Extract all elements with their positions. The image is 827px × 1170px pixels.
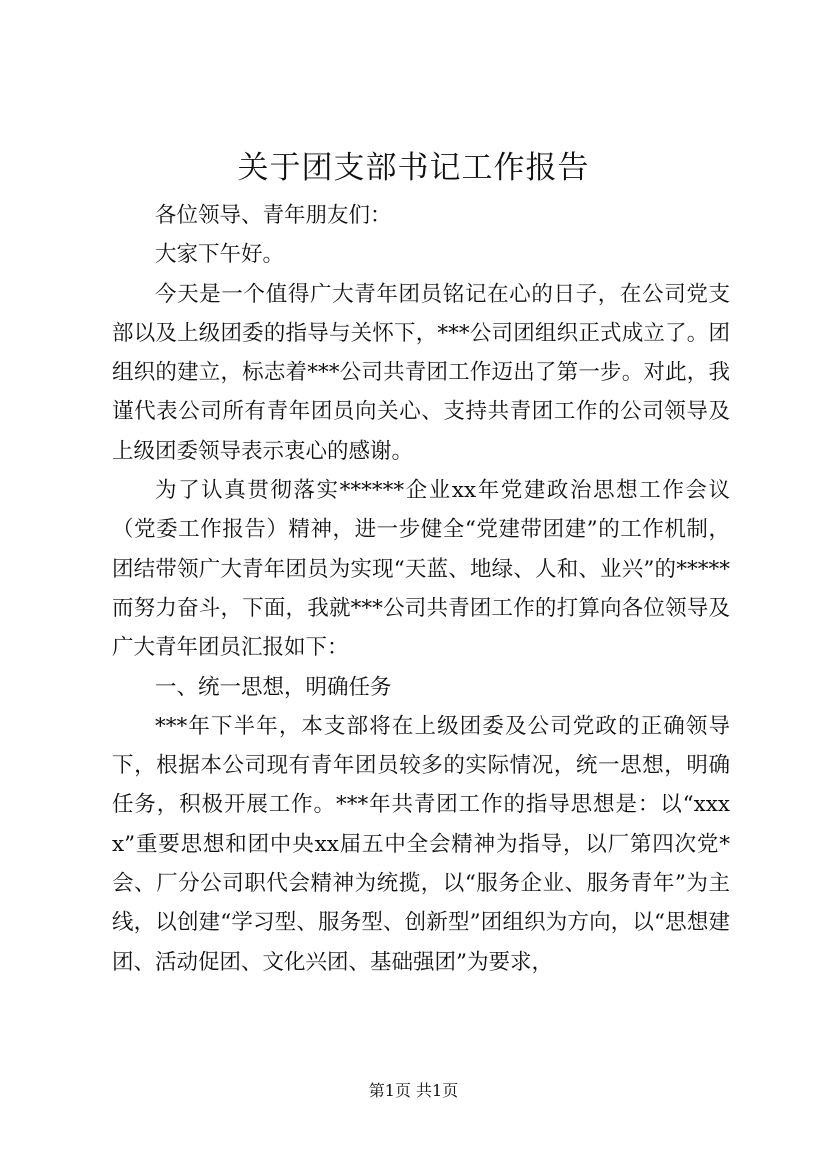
section-heading: 一、统一思想，明确任务 (155, 674, 392, 700)
page-footer: 第1页 共1页 (368, 1081, 459, 1100)
document-title: 关于团支部书记工作报告 (237, 150, 590, 186)
intro-paragraph: 今天是一个值得广大青年团员铭记在心的日子，在公司党支部以及上级团委的指导与关怀下，***公司团组织正式成立了。团组织的建立，标志着***公司共青团工作迈出了第一步。对此，我谨代表公司所有青年团员向关心、支持共青团工作的公司领导及上级团委领导表示衷心的感谢。 (112, 281, 730, 464)
document-body (112, 196, 730, 982)
greeting-paragraph: 大家下午好。 (155, 242, 285, 268)
purpose-paragraph: 为了认真贯彻落实******企业xx年党建政治思想工作会议（党委工作报告）精神，进一步健全“党建带团建”的工作机制，团结带领广大青年团员为实现“天蓝、地绿、人和、业兴”的*****而努力奋斗，下面，我就***公司共青团工作的打算向各位领导及广大青年团员汇报如下： (112, 478, 730, 661)
section-paragraph: ***年下半年，本支部将在上级团委及公司党政的正确领导下，根据本公司现有青年团员较多的实际情况，统一思想，明确任务，积极开展工作。***年共青团工作的指导思想是：以“xxxx”重要思想和团中央xx届五中全会精神为指导，以厂第四次党*会、厂分公司职代会精神为统揽，以“服务企业、服务青年”为主线，以创建“学习型、服务型、创新型”团组织为方向，以“思想建团、活动促团、文化兴团、基础强团”为要求， (112, 713, 730, 975)
salutation-paragraph: 各位领导、青年朋友们： (155, 203, 392, 228)
